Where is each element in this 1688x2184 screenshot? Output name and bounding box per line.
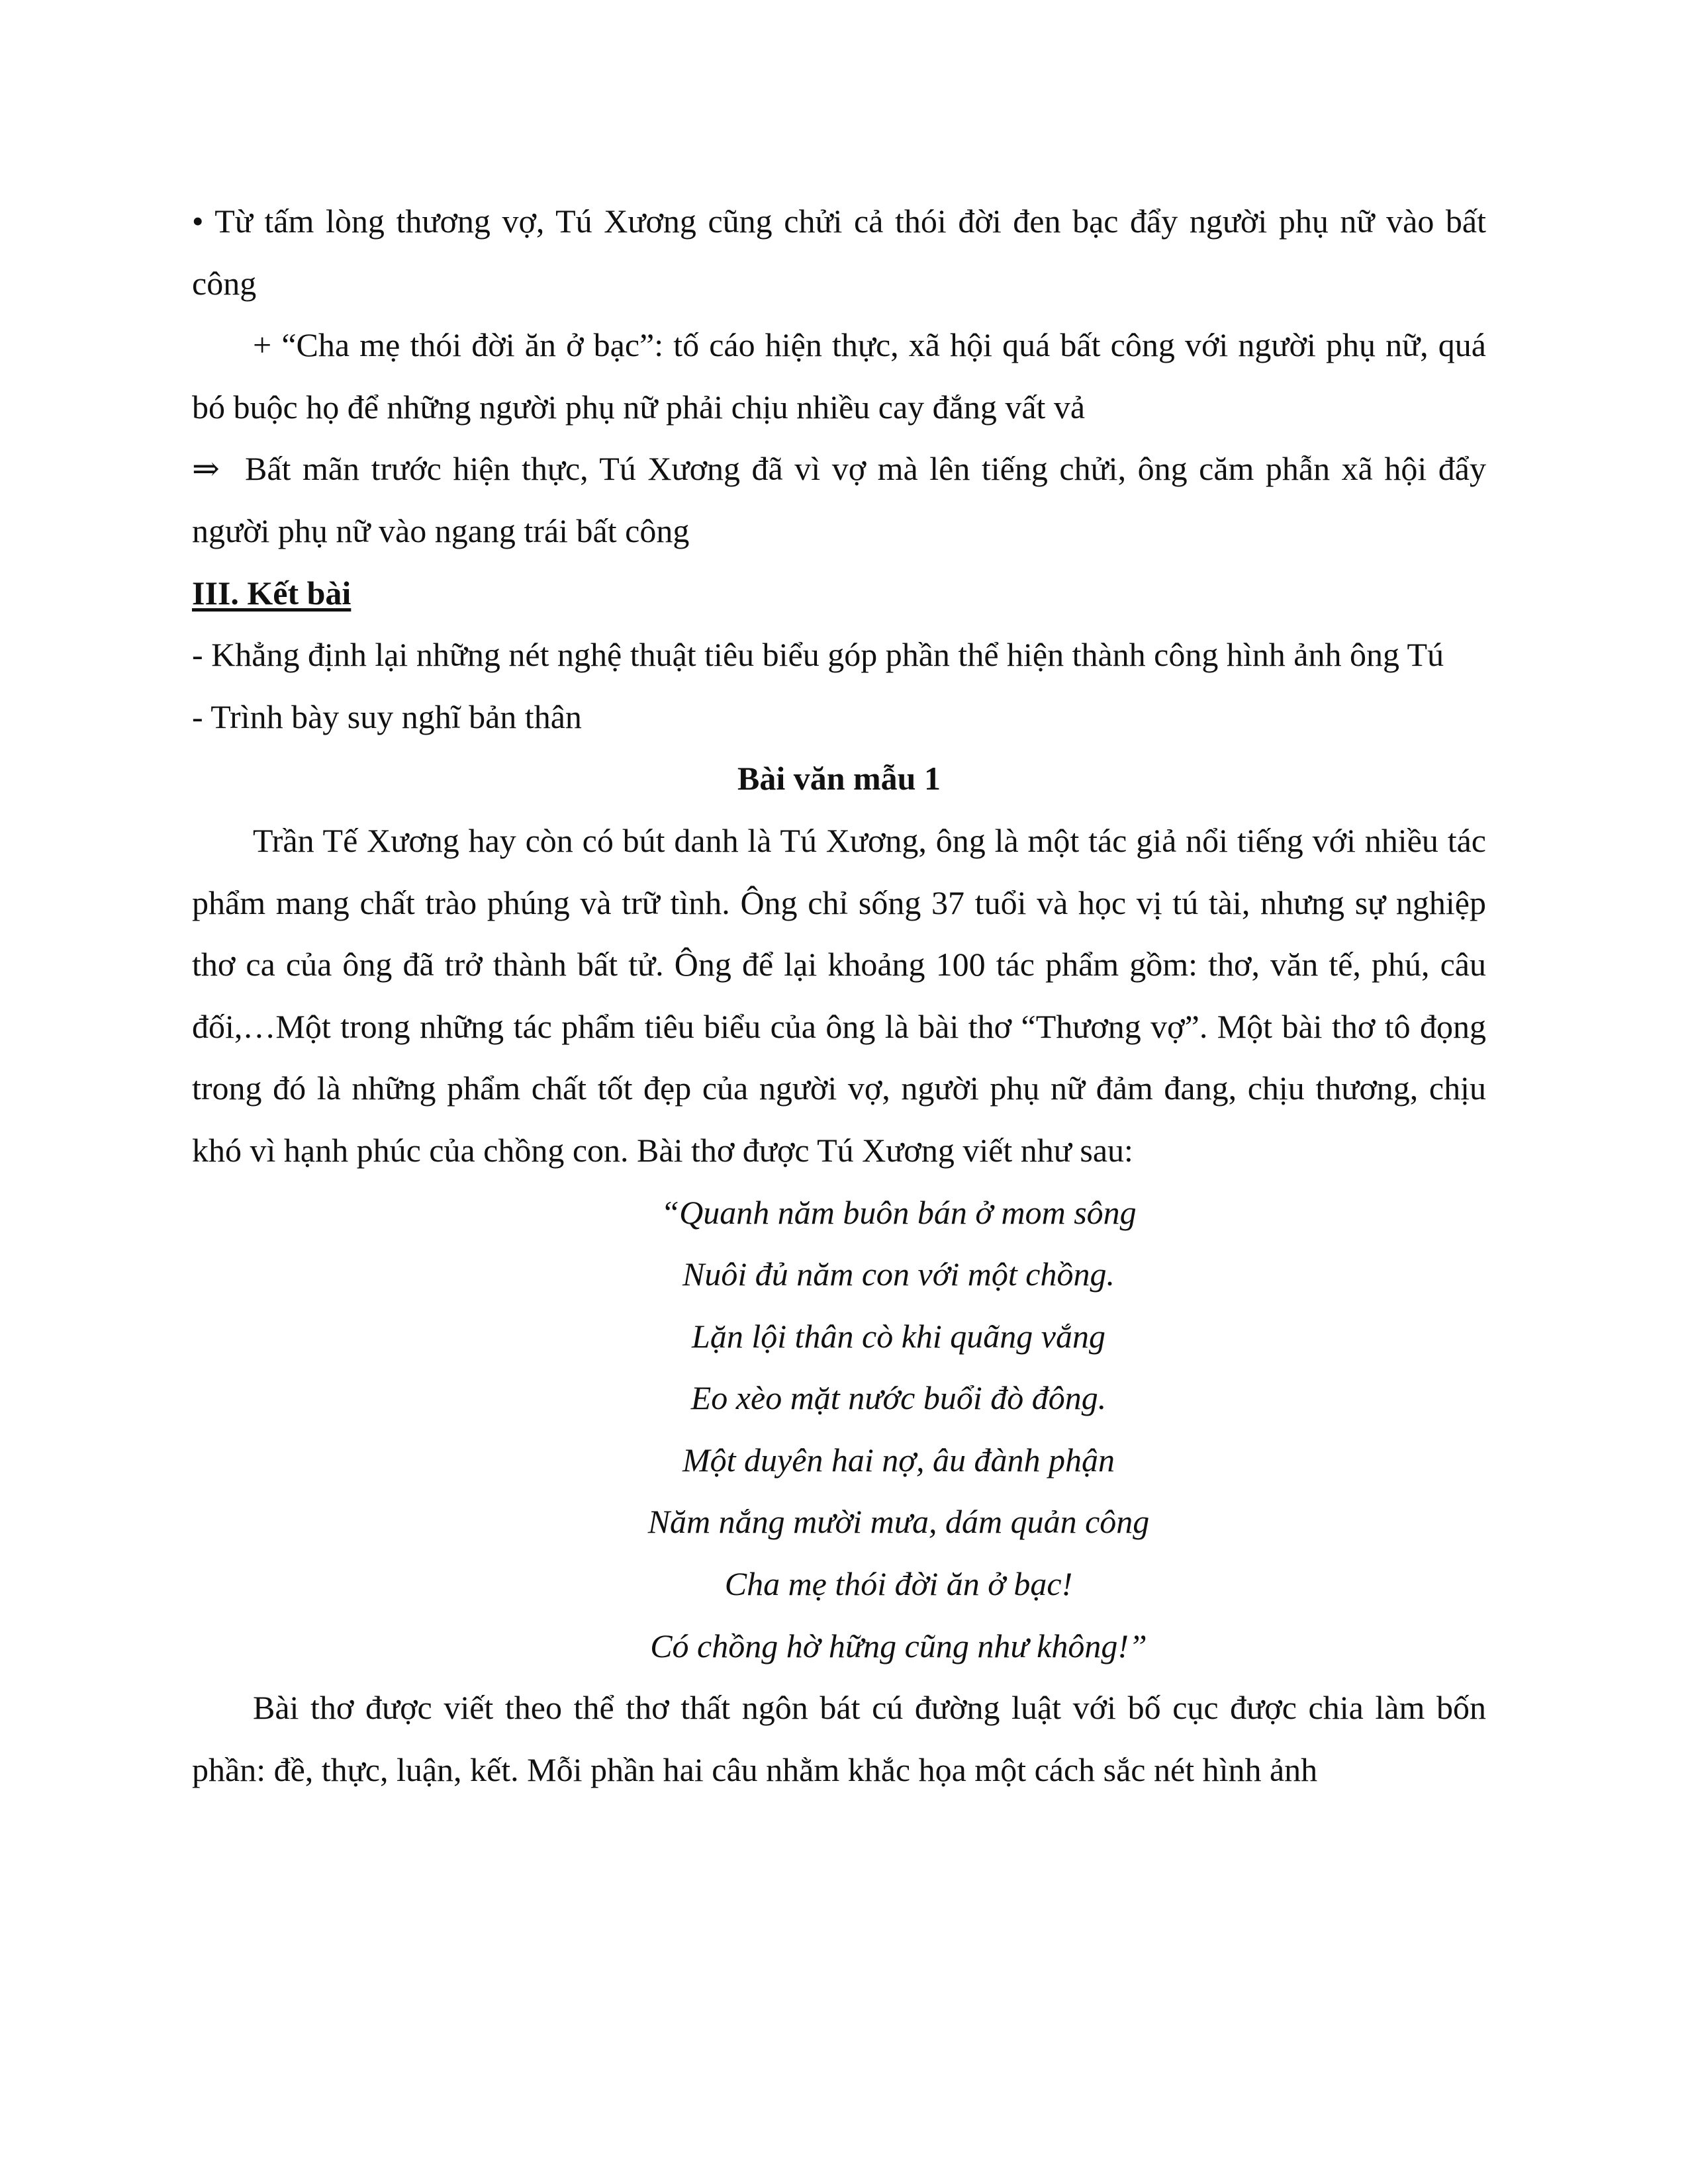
- essay-title: Bài văn mẫu 1: [737, 760, 941, 797]
- poem-line: Nuôi đủ năm con với một chồng.: [682, 1255, 1115, 1293]
- essay-intro: Trần Tế Xương hay còn có bút danh là Tú Xương, ông là một tác giả nổi tiếng với nhiều tác phẩm mang chất trào phúng và trữ tình. Ông chỉ sống 37 tuổi và học vị tú tài, nhưng sự nghiệp thơ ca của ông đã trở thành bất tử. Ông để lại khoảng 100 tác phẩm gồm: thơ, văn tế, phú, câu đối,…Một trong những tác phẩm tiêu biểu của ông là bài thơ “Thương vợ”. Một bài thơ tô đọng trong đó là những phẩm chất tốt đẹp của người vợ, người phụ nữ đảm đang, chịu thương, chịu khó vì hạnh phúc của chồng con. Bài thơ được Tú Xương viết như sau:: [192, 821, 1486, 1169]
- essay-analysis: Bài thơ được viết theo thể thơ thất ngôn bát cú đường luật với bố cục được chia làm bốn phần: đề, thực, luận, kết. Mỗi phần hai câu nhằm khắc họa một cách sắc nét hình ảnh: [192, 1689, 1486, 1788]
- section-item-2: - Trình bày suy nghĩ bản thân: [192, 698, 582, 735]
- plus-paragraph: + “Cha mẹ thói đời ăn ở bạc”: tố cáo hiện thực, xã hội quá bất công với người phụ nữ, quá bó buộc họ để những người phụ nữ phải chịu nhiều cay đắng vất vả: [192, 326, 1486, 426]
- conclusion-paragraph: [192, 438, 1486, 562]
- poem: [192, 1182, 1486, 1678]
- section-item-1: - Khẳng định lại những nét nghệ thuật tiêu biểu góp phần thể hiện thành công hình ảnh ông Tú: [192, 636, 1444, 674]
- poem-line: Năm nắng mười mưa, dám quản công: [647, 1503, 1150, 1541]
- poem-line: Cha mẹ thói đời ăn ở bạc!: [724, 1565, 1073, 1603]
- poem-line: Có chồng hờ hững cũng như không!”: [650, 1627, 1147, 1664]
- poem-line: Eo xèo mặt nước buổi đò đông.: [690, 1379, 1107, 1417]
- poem-line: Một duyên hai nợ, âu đành phận: [682, 1441, 1115, 1479]
- section-heading: III. Kết bài: [192, 574, 352, 612]
- poem-line: Lặn lội thân cò khi quãng vắng: [692, 1317, 1105, 1355]
- conclusion-text: Bất mãn trước hiện thực, Tú Xương đã vì vợ mà lên tiếng chửi, ông căm phẫn xã hội đẩy người phụ nữ vào ngang trái bất công: [192, 450, 1486, 549]
- poem-line: “Quanh năm buôn bán ở mom sông: [661, 1193, 1137, 1231]
- document-page: [192, 191, 1486, 1801]
- bullet-paragraph: • Từ tấm lòng thương vợ, Tú Xương cũng chửi cả thói đời đen bạc đẩy người phụ nữ vào bất công: [192, 203, 1486, 302]
- implies-arrow-icon: ⇒: [192, 450, 220, 488]
